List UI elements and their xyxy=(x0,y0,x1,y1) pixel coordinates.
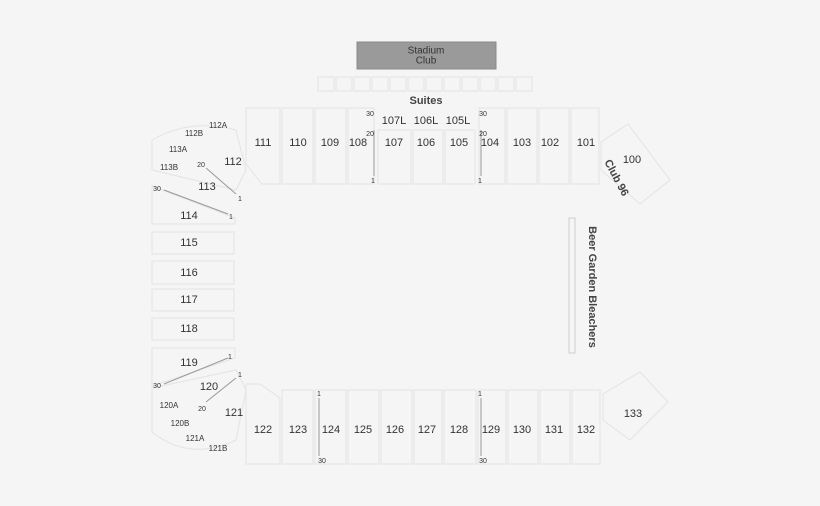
section-100[interactable]: 100 xyxy=(622,153,642,166)
stadium-club-label-2: Club xyxy=(415,55,437,67)
section-103[interactable]: 103 xyxy=(512,136,532,149)
row-120-20: 20 xyxy=(198,405,206,413)
section-128[interactable]: 128 xyxy=(449,423,469,436)
beer-garden-bleachers[interactable] xyxy=(569,218,575,353)
section-109[interactable]: 109 xyxy=(320,136,340,149)
section-101[interactable]: 101 xyxy=(576,136,596,149)
section-119[interactable]: 119 xyxy=(180,356,198,369)
row-120-1: 1 xyxy=(238,371,242,379)
section-106[interactable]: 106 xyxy=(416,136,436,149)
bottom-sections xyxy=(246,372,668,464)
row-108-20: 20 xyxy=(366,130,374,138)
section-120[interactable]: 120 xyxy=(199,380,219,393)
section-133[interactable]: 133 xyxy=(623,407,643,420)
row-129-30: 30 xyxy=(479,457,487,465)
row-124-30: 30 xyxy=(318,457,326,465)
section-121[interactable]: 121 xyxy=(224,406,244,419)
section-108[interactable]: 108 xyxy=(348,136,368,149)
section-111[interactable]: 111 xyxy=(254,136,272,149)
row-119-1: 1 xyxy=(228,353,232,361)
row-119-30: 30 xyxy=(153,382,161,390)
section-112B[interactable]: 112B xyxy=(184,129,204,139)
section-110[interactable]: 110 xyxy=(289,136,307,149)
stadium-club[interactable] xyxy=(357,42,496,69)
section-115[interactable]: 115 xyxy=(180,236,198,249)
section-130[interactable]: 130 xyxy=(512,423,532,436)
row-124-1: 1 xyxy=(317,390,321,398)
section-112A[interactable]: 112A xyxy=(208,121,228,131)
row-129-1: 1 xyxy=(478,390,482,398)
section-121A[interactable]: 121A xyxy=(185,434,205,444)
section-104[interactable]: 104 xyxy=(480,136,500,149)
section-132[interactable]: 132 xyxy=(576,423,596,436)
row-104-20: 20 xyxy=(479,130,487,138)
section-105L[interactable]: 105L xyxy=(445,114,471,127)
section-116[interactable]: 116 xyxy=(180,266,198,279)
suites-boxes xyxy=(318,77,532,91)
suites-label: Suites xyxy=(409,94,443,107)
section-107[interactable]: 107 xyxy=(384,136,404,149)
club-96-label[interactable]: Club 96 xyxy=(601,157,631,199)
stadium-club-label-1: Stadium xyxy=(407,45,445,57)
section-113[interactable]: 113 xyxy=(198,180,216,193)
section-105[interactable]: 105 xyxy=(449,136,469,149)
section-120A[interactable]: 120A xyxy=(159,401,179,411)
beer-garden-label: Beer Garden Bleachers xyxy=(586,226,599,348)
section-125[interactable]: 125 xyxy=(353,423,373,436)
section-102[interactable]: 102 xyxy=(540,136,560,149)
section-114[interactable]: 114 xyxy=(180,209,198,222)
section-106L[interactable]: 106L xyxy=(413,114,439,127)
section-126[interactable]: 126 xyxy=(385,423,405,436)
section-127[interactable]: 127 xyxy=(417,423,437,436)
section-113B[interactable]: 113B xyxy=(159,163,179,173)
section-112[interactable]: 112 xyxy=(224,155,242,168)
section-123[interactable]: 123 xyxy=(288,423,308,436)
row-112-20: 20 xyxy=(197,161,205,169)
row-104-1: 1 xyxy=(478,177,482,185)
section-120B[interactable]: 120B xyxy=(170,419,190,429)
section-118[interactable]: 118 xyxy=(180,322,198,335)
section-129[interactable]: 129 xyxy=(481,423,501,436)
row-114-1: 1 xyxy=(229,213,233,221)
row-114-30: 30 xyxy=(153,185,161,193)
row-112-1: 1 xyxy=(238,195,242,203)
section-117[interactable]: 117 xyxy=(180,293,198,306)
row-108-1: 1 xyxy=(371,177,375,185)
section-113A[interactable]: 113A xyxy=(168,145,188,155)
section-121B[interactable]: 121B xyxy=(208,444,228,454)
section-124[interactable]: 124 xyxy=(321,423,341,436)
section-107L[interactable]: 107L xyxy=(381,114,407,127)
section-131[interactable]: 131 xyxy=(544,423,564,436)
row-108-30: 30 xyxy=(366,110,374,118)
section-122[interactable]: 122 xyxy=(253,423,273,436)
row-104-30: 30 xyxy=(479,110,487,118)
